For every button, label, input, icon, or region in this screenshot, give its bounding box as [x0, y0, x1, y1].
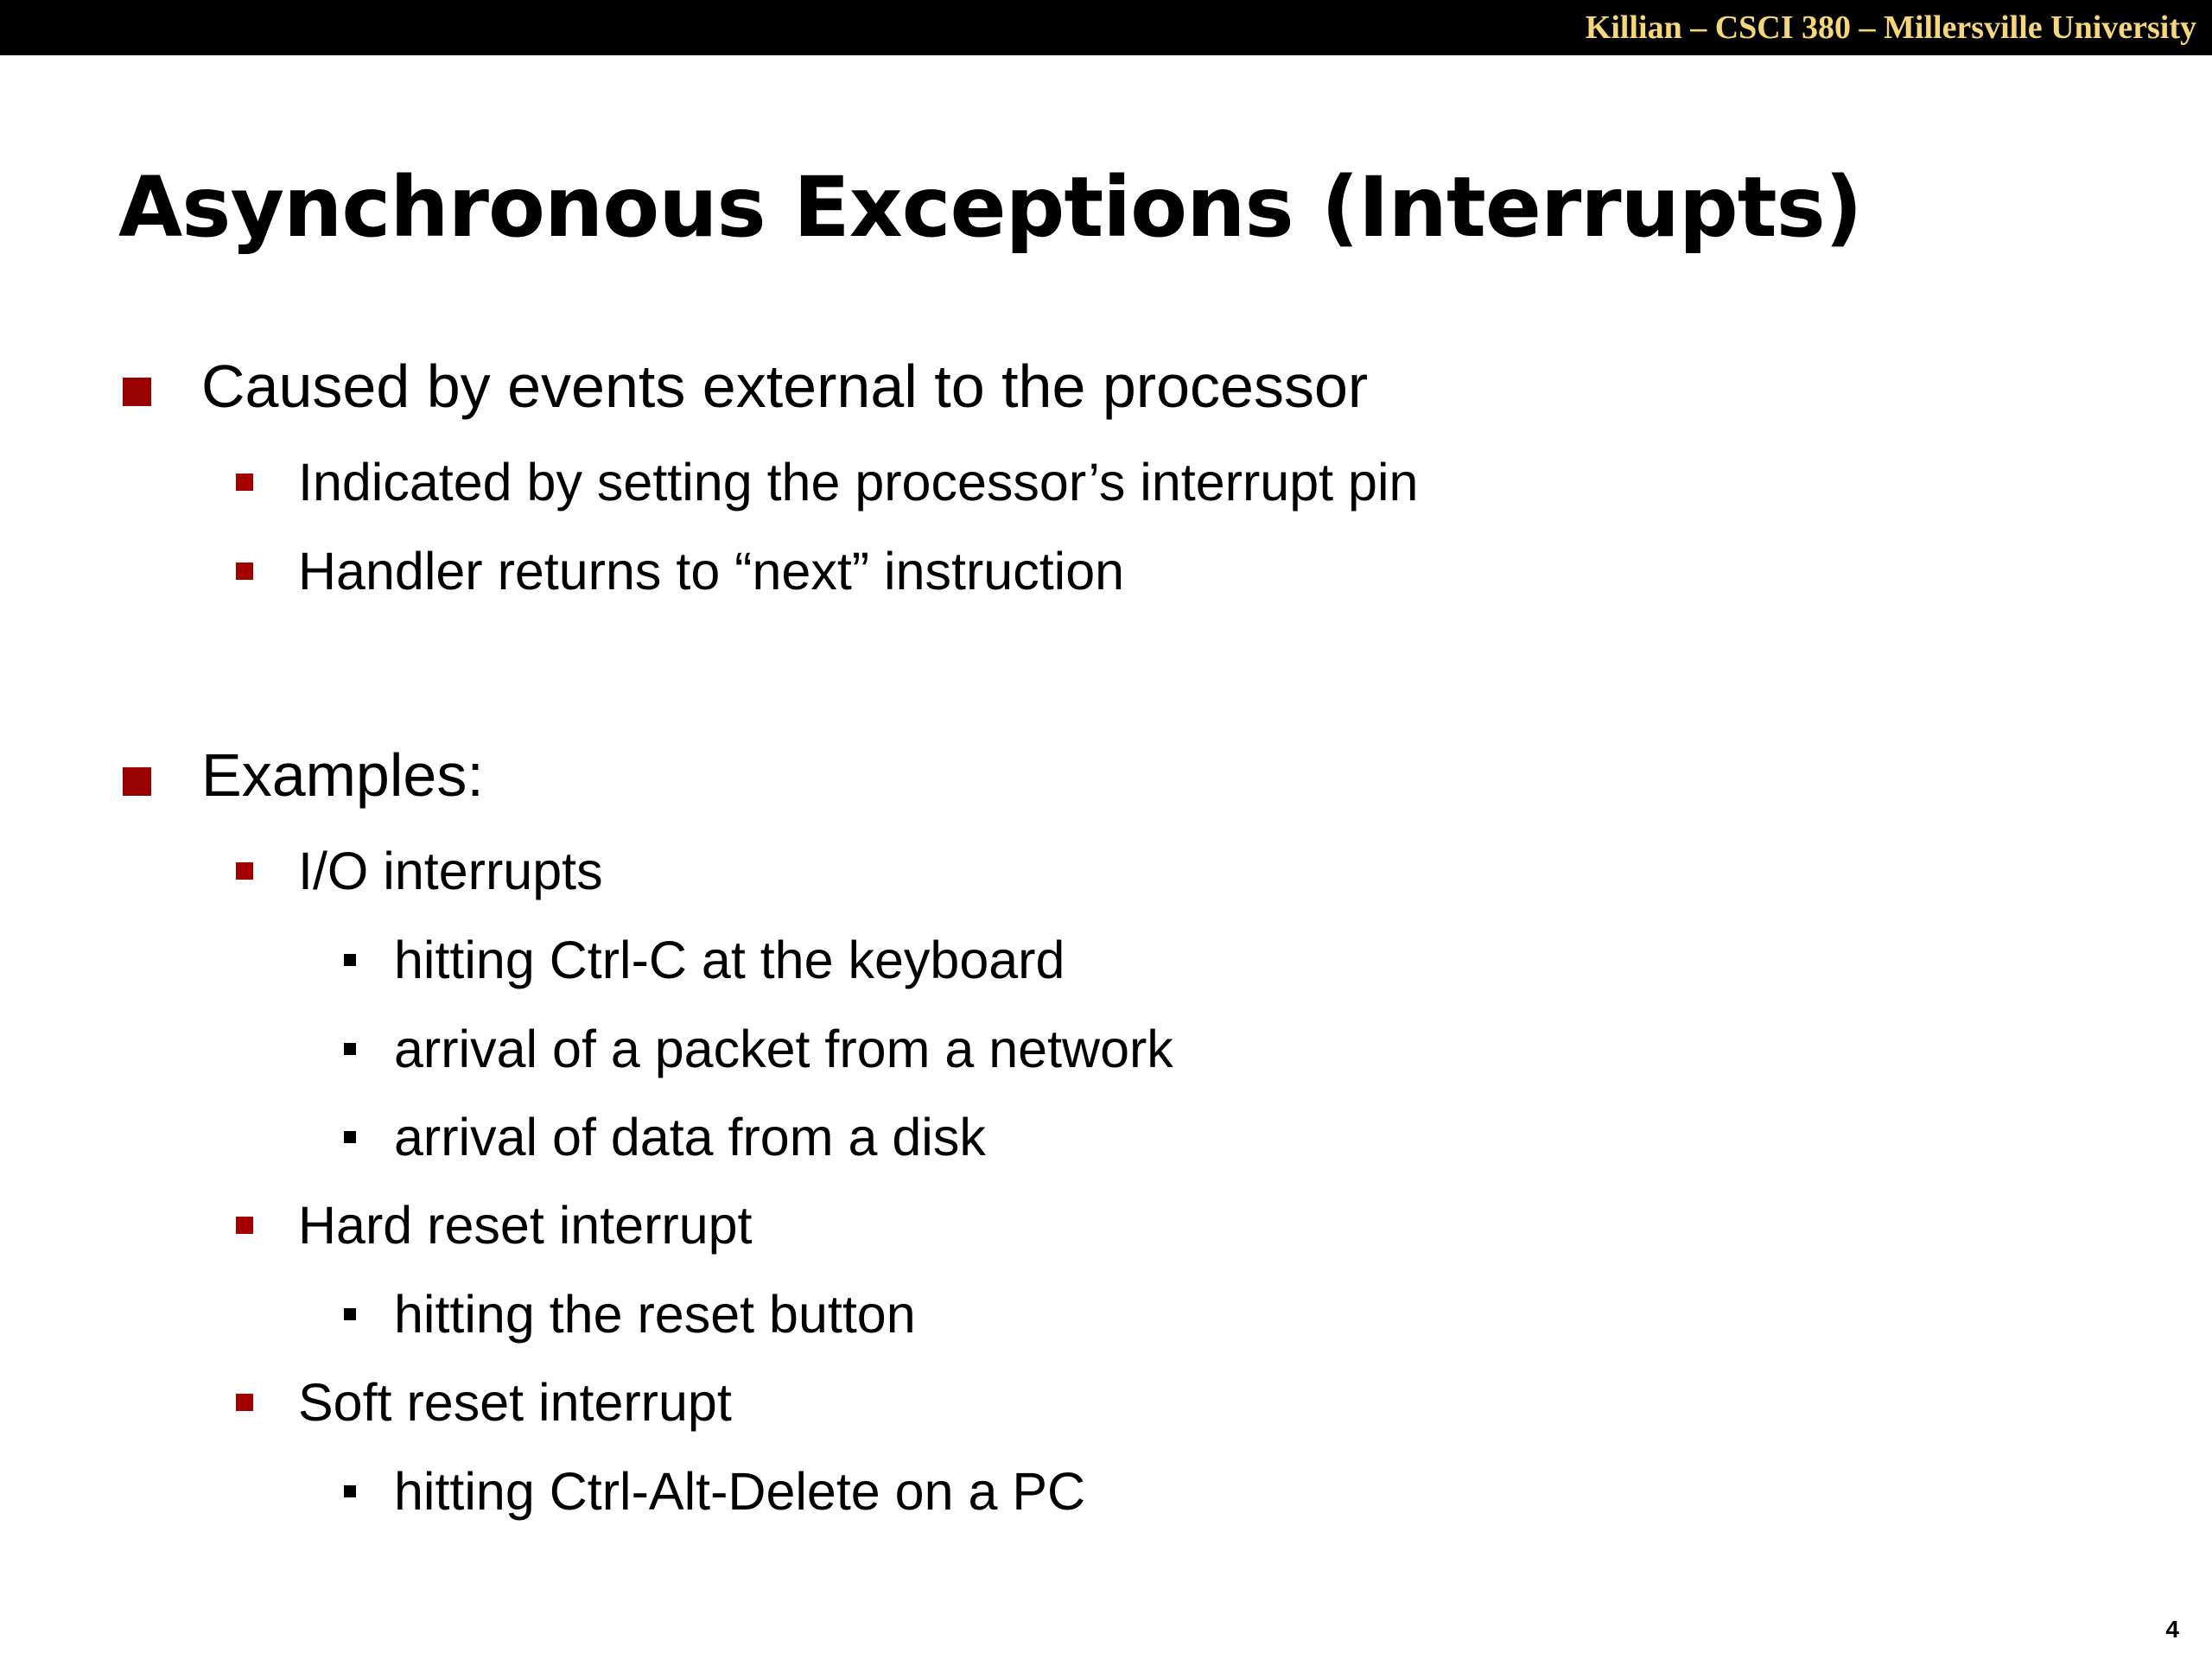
bullet-text: hitting Ctrl-C at the keyboard [394, 931, 1065, 989]
bullet-marker-level3 [344, 1043, 356, 1055]
slide-title: Asynchronous Exceptions (Interrupts) [118, 159, 1862, 256]
bullet-item-level3 [394, 1282, 916, 1346]
bullet-item-level2 [298, 450, 1418, 514]
bullet-text: I/O interrupts [298, 842, 603, 900]
bullet-item-level3 [394, 1017, 1173, 1081]
page-number: 4 [2165, 1616, 2179, 1643]
bullet-text: Indicated by setting the processor’s interrupt pin [298, 453, 1419, 512]
bullet-marker-level1 [123, 378, 151, 406]
bullet-marker-level2 [236, 862, 253, 880]
bullet-marker-level1 [123, 767, 151, 796]
bullet-item-level2 [298, 1193, 753, 1257]
bullet-text: Soft reset interrupt [298, 1373, 732, 1432]
bullet-item-level1 [201, 350, 1368, 423]
course-header-text: Killian – CSCI 380 – Millersville University [1585, 10, 2196, 46]
bullet-item-level1 [201, 739, 484, 811]
bullet-item-level3 [394, 1459, 1085, 1523]
bullet-marker-level2 [236, 563, 253, 580]
bullet-marker-level2 [236, 474, 253, 491]
bullet-item-level2 [298, 839, 603, 903]
bullet-text: Hard reset interrupt [298, 1196, 753, 1255]
bullet-marker-level2 [236, 1217, 253, 1234]
bullet-text: hitting the reset button [394, 1285, 916, 1344]
bullet-item-level2 [298, 1370, 732, 1434]
bullet-item-level2 [298, 539, 1124, 603]
header-bar [0, 0, 2212, 55]
bullet-text: hitting Ctrl-Alt-Delete on a PC [394, 1462, 1086, 1521]
bullet-text: Handler returns to “next” instruction [298, 542, 1125, 601]
bullet-text: arrival of data from a disk [394, 1108, 986, 1166]
bullet-marker-level2 [236, 1394, 253, 1411]
bullet-marker-level3 [344, 1131, 356, 1143]
bullet-text: Caused by events external to the processor [201, 353, 1369, 420]
bullet-marker-level3 [344, 1485, 356, 1497]
bullet-text: Examples: [201, 741, 484, 809]
bullet-item-level3 [394, 1105, 986, 1169]
bullet-marker-level3 [344, 1308, 356, 1320]
bullet-item-level3 [394, 928, 1065, 992]
bullet-text: arrival of a packet from a network [394, 1020, 1173, 1078]
bullet-marker-level3 [344, 954, 356, 966]
